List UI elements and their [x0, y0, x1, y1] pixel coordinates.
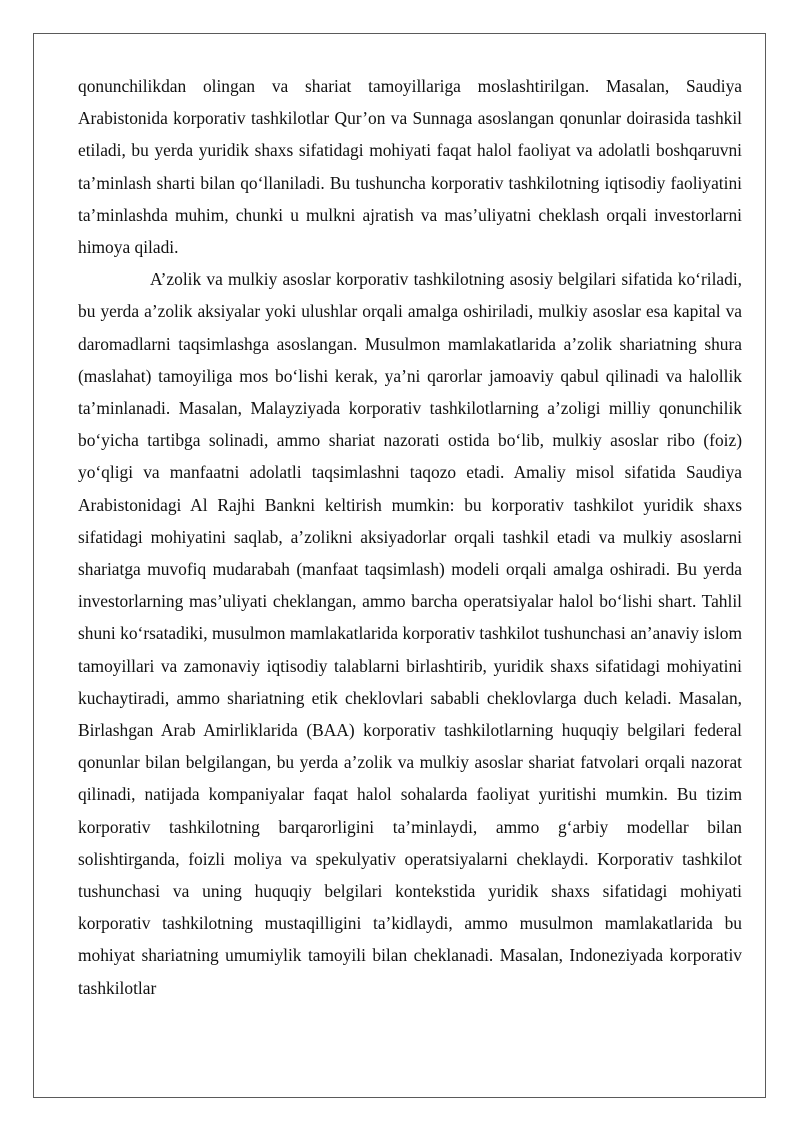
- paragraph-2: A’zolik va mulkiy asoslar korporativ tashkilotning asosiy belgilari sifatida ko‘riladi, bu yerda a’zolik aksiyalar yoki ulushlar orqali amalga oshiriladi, mulkiy asoslar esa kapital va daromadlarni taqsimlashga asoslangan. Musulmon mamlakatlarida a’zolik shariatning shura (maslahat) tamoyiliga mos bo‘lishi kerak, ya’ni qarorlar jamoaviy qabul qilinadi va halollik ta’minlanadi. Masalan, Malayziyada korporativ tashkilotlarning a’zoligi milliy qonunchilik bo‘yicha tartibga solinadi, ammo shariat nazorati ostida bo‘lib, mulkiy asoslar ribo (foiz) yo‘qligi va manfaatni adolatli taqsimlashni taqozo etadi. Amaliy misol sifatida Saudiya Arabistonidagi Al Rajhi Bankni keltirish mumkin: bu korporativ tashkilot yuridik shaxs sifatidagi mohiyatini saqlab, a’zolikni aksiyadorlar orqali tashkil etadi va mulkiy asoslarni shariatga muvofiq mudarabah (manfaat taqsimlash) modeli orqali amalga oshiradi. Bu yerda investorlarning mas’uliyati cheklangan, ammo barcha operatsiyalar halol bo‘lishi shart. Tahlil shuni ko‘rsatadiki, musulmon mamlakatlarida korporativ tashkilot tushunchasi an’anaviy islom tamoyillari va zamonaviy iqtisodiy talablarni birlashtirib, yuridik shaxs sifatidagi mohiyatini kuchaytiradi, ammo shariatning etik cheklovlari sababli cheklovlarga duch keladi. Masalan, Birlashgan Arab Amirliklarida (BAA) korporativ tashkilotlarning huquqiy belgilari federal qonunlar bilan belgilangan, bu yerda a’zolik va mulkiy asoslar shariat fatvolari orqali nazorat qilinadi, natijada kompaniyalar faqat halol sohalarda faoliyat yuritishi mumkin. Bu tizim korporativ tashkilotning barqarorligini ta’minlaydi, ammo g‘arbiy modellar bilan solishtirganda, foizli moliya va spekulyativ operatsiyalarni cheklaydi. Korporativ tashkilot tushunchasi va uning huquqiy belgilari kontekstida yuridik shaxs sifatidagi mohiyati korporativ tashkilotning mustaqilligini ta’kidlaydi, ammo musulmon mamlakatlarida bu mohiyat shariatning umumiylik tamoyili bilan cheklanadi. Masalan, Indoneziyada korporativ tashkilotlar: [78, 269, 742, 998]
- document-body: [78, 70, 742, 1004]
- paragraph-1: qonunchilikdan olingan va shariat tamoyillariga moslashtirilgan. Masalan, Saudiya Arabistonida korporativ tashkilotlar Qur’on va Sunnaga asoslangan qonunlar doirasida tashkil etiladi, bu yerda yuridik shaxs sifatidagi mohiyati faqat halol faoliyat va adolatli boshqaruvni ta’minlash sharti bilan qo‘llaniladi. Bu tushuncha korporativ tashkilotning iqtisodiy faoliyatini ta’minlashda muhim, chunki u mulkni ajratish va mas’uliyatni cheklash orqali investorlarni himoya qiladi.: [78, 76, 742, 258]
